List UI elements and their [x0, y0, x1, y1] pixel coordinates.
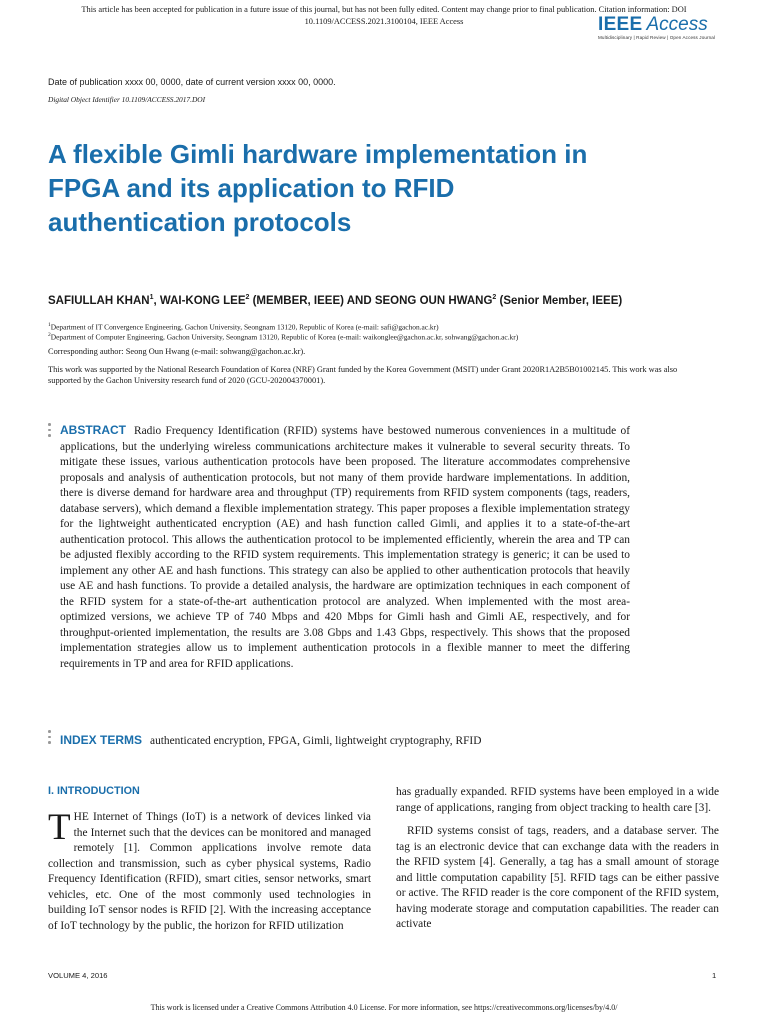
author-2-affiliation-mark: 2 — [245, 294, 250, 301]
affiliation-2-text: Department of Computer Engineering, Gachon University, Seongnam 13120, Republic of Korea (e-mail: waikonglee@gachon.ac.kr, sohwang@gachon.ac.kr) — [50, 332, 519, 342]
funding-statement: This work was supported by the National Research Foundation of Korea (NRF) Grant funded by the Korea Government (MSIT) under Grant 2020R1A2B5B01002145. This work was also supported by the Gachon University research fund of 2020 (GCU-202004370001). — [48, 365, 678, 385]
abstract — [60, 423, 630, 672]
abstract-marker — [48, 423, 52, 440]
section-heading-introduction: I. INTRODUCTION — [48, 785, 140, 797]
intro-caps-word: HE — [73, 811, 89, 823]
corresponding-author: Corresponding author: Seong Oun Hwang (e-mail: sohwang@gachon.ac.kr). — [48, 347, 306, 356]
author-1: SAFIULLAH KHAN — [48, 294, 150, 307]
logo-tagline: Multidisciplinary | Rapid Review | Open Access Journal — [598, 35, 716, 40]
intro-paragraph-2: RFID systems consist of tags, readers, and a database server. The tag is an electronic device that can exchange data with the readers in the RFID system [4]. Generally, a tag has a small amount of storage and little computation capability [5]. RFID tags can be either passive or active. The RFID reader is the core component of the RFID system, having moderate storage and computation capabilities. The reader can activate — [396, 825, 719, 930]
author-list: SAFIULLAH KHAN$^1$, WAI-KONG LEE$^2$ (MEMBER, IEEE) AND SEONG OUN HWANG$^2$ (Senior Member, IEEE) — [48, 294, 623, 307]
index-terms-marker — [48, 730, 52, 747]
drop-cap: T — [48, 807, 71, 848]
affiliation-2-mark: 2 — [48, 332, 51, 338]
notice-line-2: 10.1109/ACCESS.2021.3100104, IEEE Access — [304, 17, 464, 26]
author-2-role-and-author-3: (MEMBER, IEEE) AND SEONG OUN HWANG — [249, 294, 493, 307]
affiliation-1-text: Department of IT Convergence Engineering, Gachon University, Seongnam 13120, Republic of Korea (e-mail: safi@gachon.ac.kr) — [50, 322, 439, 332]
logo-word-ieee: IEEE — [598, 14, 643, 35]
intro-paragraph-1: Internet of Things (IoT) is a network of devices linked via the Internet such that the devices can be monitored and managed remotely [1]. Common applications involve remote data collection and transmission, such as cyber physical systems, Radio Frequency Identification (RFID), smart cities, sensor networks, smart vehicles, etc. One of the most commonly used technologies in building IoT sensor nodes is RFID [2]. With the increasing acceptance of IoT technology by the public, the horizon for RFID utilization — [48, 811, 371, 932]
volume-footer: VOLUME 4, 2016 — [48, 971, 108, 980]
publication-date: Date of publication xxxx 00, 0000, date of current version xxxx 00, 0000. — [48, 77, 336, 87]
author-2: WAI-KONG LEE — [159, 294, 246, 307]
paper-title: A flexible Gimli hardware implementation in FPGA and its application to RFID authentication protocols — [48, 139, 588, 237]
logo-word-access: Access — [646, 14, 708, 35]
page-number: 1 — [712, 971, 717, 980]
index-terms — [60, 733, 630, 750]
abstract-text: Radio Frequency Identification (RFID) systems have bestowed numerous conveniences in a multitude of applications, but the underlying wireless communications architecture makes it vulnerable to several security threats. To mitigate these issues, various authentication protocols have been proposed. The literature accommodates comprehensive proposals and analysis of authentication protocols, but not many of them provide hardware implementations. In addition, there is diverse demand for hardware area and throughput (TP) requirements from RFID system components (tags, readers, database servers), which demand a flexible implementation strategy. This paper proposes a flexible implementation strategy for the lightweight authenticated encryption (AE) and hash function called Gimli, and applies it to a state-of-the-art authentication protocol. This allows the authentication protocol to be implemented efficiently, wherein the area and TP can be adjusted flexibly according to the RFID system requirements. This implementation strategy is generic; it can be used to implement any other AE and hash functions. This strategy can also be applied to other authentication protocols that heavily use AE and hash functions. To provide a detailed analysis, the hardware are optimization techniques in each component of the RFID system for a state-of-the-art authentication protocol are analyzed. When implemented with the most area-optimized versions, we achieve TP of 740 Mbps and 420 Mbps for Gimli hash and Gimli AE, respectively, and for throughput-oriented implementation, the results are 3.08 Gbps and 1.43 Gbps, respectively. This shows that the proposed implementation strategies allow us to implement authentication protocols in a flexible manner to meet the differing requirements in TP and area for RFID applications. — [60, 425, 630, 670]
author-1-affiliation-mark: 1 — [149, 294, 154, 301]
index-terms-text: authenticated encryption, FPGA, Gimli, lightweight cryptography, RFID — [150, 735, 482, 747]
intro-column-right — [396, 785, 719, 933]
intro-column-left — [48, 807, 371, 934]
notice-line-1: This article has been accepted for publication in a future issue of this journal, but has not been fully edited. Content may change prior to final publication. Citation information: DOI — [81, 5, 687, 14]
abstract-label: ABSTRACT — [60, 423, 126, 437]
index-terms-label: INDEX TERMS — [60, 733, 143, 747]
author-3-role: (Senior Member, IEEE) — [496, 294, 623, 307]
author-3-affiliation-mark: 2 — [492, 294, 497, 301]
digital-object-identifier: Digital Object Identifier 10.1109/ACCESS.2017.DOI — [48, 95, 206, 104]
affiliation-1-mark: 1 — [48, 322, 51, 328]
license-notice: This work is licensed under a Creative Commons Attribution 4.0 License. For more information, see https://creativecommons.org/licenses/by/4.0/ — [150, 1003, 618, 1012]
ieee-access-logo — [598, 14, 718, 50]
affiliation-2 — [48, 330, 728, 342]
intro-paragraph-1-continued: has gradually expanded. RFID systems have been employed in a wide range of applications, ranging from object tracking to health care [3]. — [396, 786, 719, 814]
